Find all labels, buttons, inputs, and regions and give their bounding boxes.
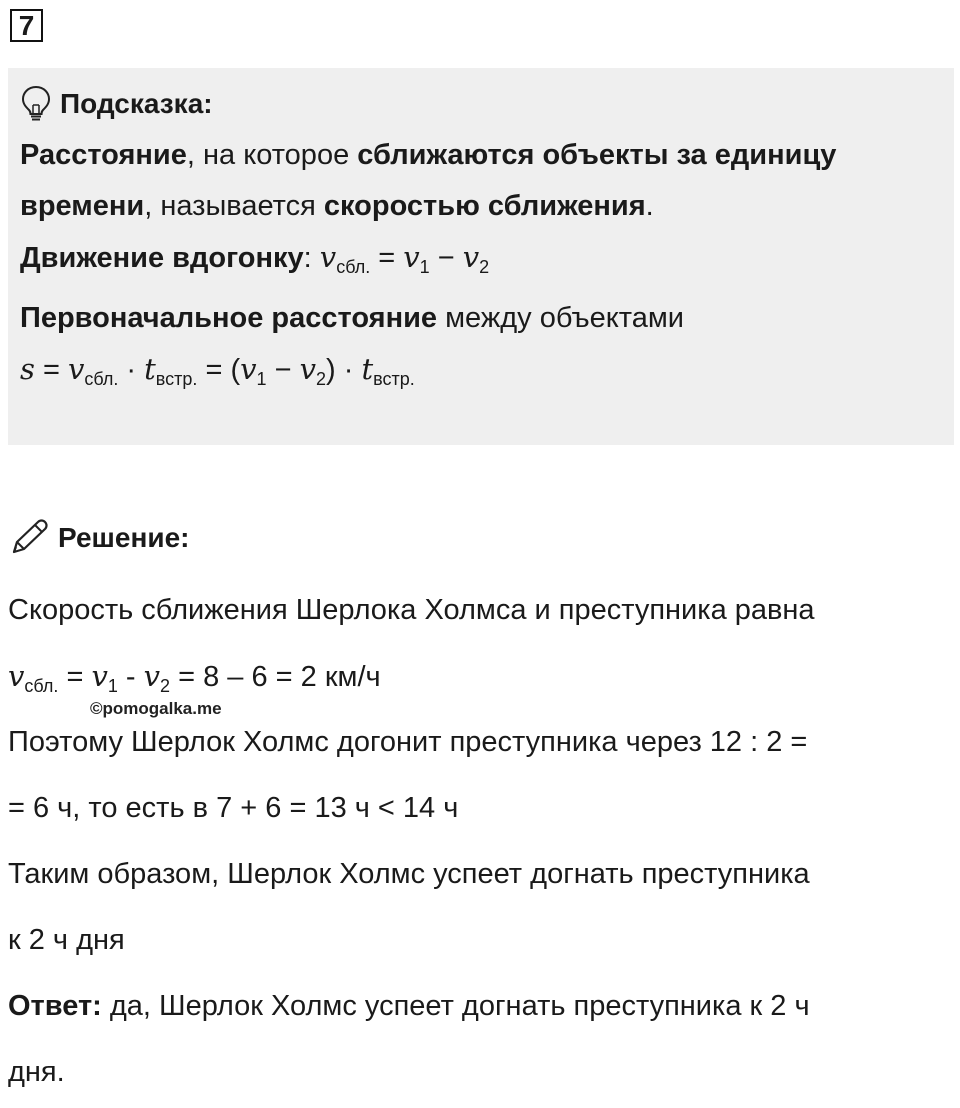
solution-body xyxy=(8,580,953,1108)
solution-line-8: дня. xyxy=(8,1056,65,1088)
solution-formula: $v_{сбл.} = v_1 - v_2 = 8 - 6 = 2$ км/ч xyxy=(8,659,381,696)
hint-panel xyxy=(8,68,954,445)
hint-formula-catchup: Движение вдогонку: $v_{сбл.} = v_1 - v_2$ xyxy=(20,240,490,277)
hint-line-1: Расстояние, на которое сближаются объекты за единицу xyxy=(20,139,837,171)
solution-title: Решение: xyxy=(58,522,190,553)
hint-line-2: времени, называется скоростью сближения. xyxy=(20,190,654,222)
watermark: ©pomogalka.me xyxy=(90,699,222,718)
task-number: 7 xyxy=(10,9,43,42)
solution-line-1: Скорость сближения Шерлока Холмса и преступника равна xyxy=(8,594,815,626)
answer-label: Ответ: xyxy=(8,990,102,1022)
solution-line-4: = 6 ч, то есть в 7 + 6 = 13 ч < 14 ч xyxy=(8,792,459,824)
pencil-icon xyxy=(8,518,50,558)
hint-title: Подсказка: xyxy=(60,88,213,119)
solution-line-3: Поэтому Шерлок Холмс догонит преступника через 12 : 2 = xyxy=(8,726,808,758)
hint-header xyxy=(20,78,942,130)
answer-line: Ответ: да, Шерлок Холмс успеет догнать преступника к 2 ч xyxy=(8,990,810,1022)
lightbulb-icon xyxy=(20,85,52,123)
hint-formula-distance: $s = v_{сбл.} \cdot t_{встр.} = (v_1 - v_2) \cdot t_{встр.}$ xyxy=(20,352,415,389)
hint-line-4: Первоначальное расстояние между объектами xyxy=(20,302,684,334)
solution-line-5: Таким образом, Шерлок Холмс успеет догнать преступника xyxy=(8,858,810,890)
solution-header xyxy=(8,518,189,558)
solution-line-6: к 2 ч дня xyxy=(8,924,125,956)
